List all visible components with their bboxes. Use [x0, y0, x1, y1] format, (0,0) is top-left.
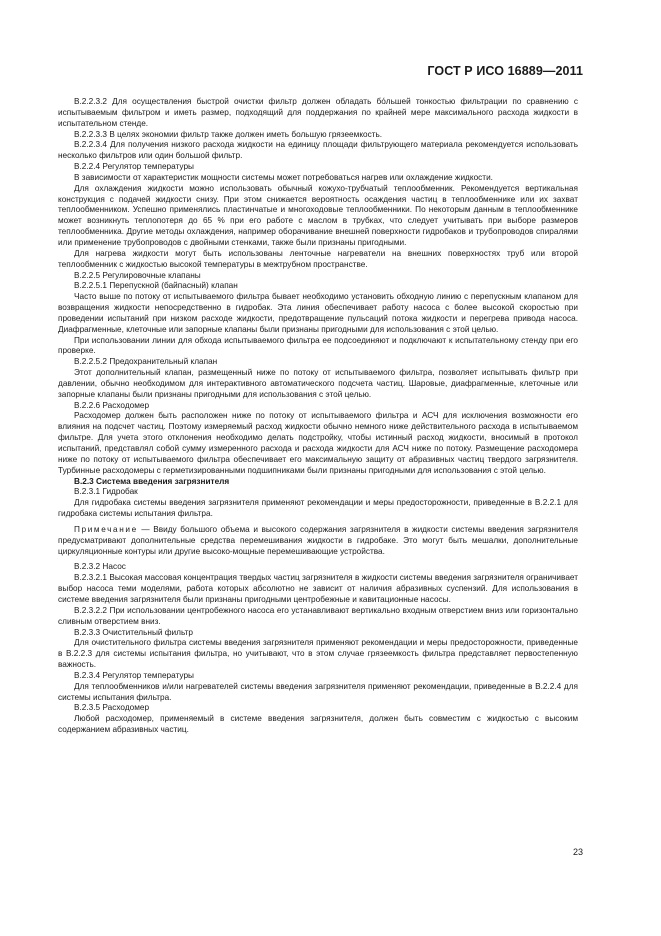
paragraph: При использовании линии для обхода испытываемого фильтра ее подсоединяют и подключают к испытательному стенду при его проверке.: [58, 335, 578, 356]
section-heading: В.2.3.4 Регулятор температуры: [74, 670, 194, 680]
paragraph: В зависимости от характеристик мощности системы может потребоваться нагрев или охлаждение жидкости.: [74, 172, 493, 182]
page-number: 23: [572, 847, 583, 857]
paragraph: Этот дополнительный клапан, размещенный ниже по потоку от испытываемого фильтра, позволяет испытывать фильтр при давлении, обычно необходимом для интерактивного автоматического подсчета частиц. Шаровые, диафрагменные, клеточные или запорные клапаны были признаны пригодными для использования с этой целью.: [58, 368, 578, 399]
paragraph: Для нагрева жидкости могут быть использованы ленточные нагреватели на внешних поверхностях труб или второй теплообменник с жидкостью высокой температуры в межтрубном пространстве.: [58, 248, 578, 269]
section-heading: В.2.2.5.2 Предохранительный клапан: [74, 357, 218, 367]
section-heading: В.2.3.5 Расходомер: [74, 703, 150, 713]
paragraph: Для теплообменников и/или нагревателей системы введения загрязнителя применяют рекомендации, приведенные в В.2.2.4 для системы испытания фильтра.: [58, 681, 578, 702]
paragraph: Расходомер должен быть расположен ниже по потоку от испытываемого фильтра и АСЧ для исключения возможности его влияния на подсчет частиц. Поэтому измеряемый расход жидкости обычно немного ниже действительного расхода в испытываемом фильтре. Для учета этого отклонения необходимо делать подстройку, чтобы истинный расход жидкости, вносимый в протокол испытаний, представлял собой сумму измеренного расхода и расхода жидкости для АСЧ ниже по потоку. Размещение расходомера ниже по потоку от испытываемого фильтра обеспечивает его максимальную защиту от абразивных частиц твердого загрязнителя. Турбинные расходомеры с герметизированными подшипниками были признаны пригодными для использования с этой целью.: [58, 411, 578, 475]
paragraph: В.2.3.2.2 При использовании центробежного насоса его устанавливают вертикально входным отверстием вниз или горизонтально сливным отверстием вниз.: [58, 605, 578, 626]
paragraph: В.2.3.2.1 Высокая массовая концентрация твердых частиц загрязнителя в жидкости системы введения загрязнителя ограничивает выбор насоса теми моделями, работа которых абсолютно не зависит от наличия абразивных суспензий. Для использования в системе введения загрязнителя были признаны пригодными центробежные и кавитационные насосы.: [58, 573, 578, 604]
paragraph: В.2.2.3.2 Для осуществления быстрой очистки фильтр должен обладать бо́льшей тонкостью фильтрации по сравнению с испытываемым фильтром и иметь размер, подходящий для поддержания по крайней мере максимального расхода жидкости в испытательном стенде.: [58, 97, 578, 128]
section-heading: В.2.3.1 Гидробак: [74, 487, 138, 497]
section-heading: В.2.2.4 Регулятор температуры: [74, 162, 194, 172]
note-text: — Ввиду большого объема и высокого содержания загрязнителя в жидкости системы введения загрязнителя предусматривают дополнительные средства перемешивания жидкости в гидробаке. Это могут быть мешалки, дополнительные циркуляционные контуры или другие высоко-мощные перемешивающие устройства.: [58, 524, 578, 556]
paragraph: Для очистительного фильтра системы введения загрязнителя применяют рекомендации и меры предосторожности, приведенные в В.2.2.3 для системы испытания фильтра, но учитывают, что в этом случае грязеемкость фильтра представляет первостепенную важность.: [58, 638, 578, 670]
paragraph: Для охлаждения жидкости можно использовать обычный кожухо-трубчатый теплообменник. Рекомендуется вертикальная конструкция с подачей жидкости снизу. При этом снижается вероятность осаждения частиц в теплообменнике или их захват теплообменником. Успешно применялись пластинчатые и многоходовые теплообменники. По некоторым данным в теплообменнике может возникнуть теплопотеря до 65 % при его работе с маслом в трубках, что следует учитывать при выборе размеров теплообменника. Другие методы охлаждения, например оборачивание внешней поверхности гидробаков и трубопроводов спиралями или применение трубопроводов с двойными стенками, также были признаны пригодными.: [58, 183, 578, 247]
section-heading: В.2.2.6 Расходомер: [74, 400, 150, 410]
paragraph: В.2.2.3.3 В целях экономии фильтр также должен иметь большую грязеемкость.: [74, 129, 383, 139]
section-heading-bold: В.2.3 Система введения загрязнителя: [74, 476, 230, 486]
document-body: [58, 97, 578, 736]
section-heading: В.2.3.3 Очистительный фильтр: [74, 627, 194, 637]
note-label: Примечание: [74, 524, 138, 534]
section-heading: В.2.2.5 Регулировочные клапаны: [74, 270, 201, 280]
paragraph: Для гидробака системы введения загрязнителя применяют рекомендации и меры предосторожности, приведенные в В.2.2.1 для гидробака системы испытания фильтра.: [58, 498, 578, 519]
section-heading: В.2.3.2 Насос: [74, 562, 126, 572]
note-paragraph: [58, 525, 578, 558]
standard-header: ГОСТ Р ИСО 16889—2011: [427, 64, 583, 78]
paragraph: Часто выше по потоку от испытываемого фильтра бывает необходимо установить обходную линию с перепускным клапаном для возвращения жидкости непосредственно в гидробак. Эта линия обеспечивает работу насоса с более высокой скоростью при проведении испытаний при низком расходе жидкости, предотвращение пульсаций потока жидкости и перегрева привода насоса. Диафрагменные, клеточные или запорные клапаны были признаны пригодными для использования с этой целью.: [58, 292, 578, 334]
paragraph: Любой расходомер, применяемый в системе введения загрязнителя, должен быть совместим с жидкостью с высоким содержанием абразивных частиц.: [58, 714, 578, 735]
section-heading: В.2.2.5.1 Перепускной (байпасный) клапан: [74, 281, 238, 291]
paragraph: В.2.2.3.4 Для получения низкого расхода жидкости на единицу площади фильтрующего материала рекомендуется использовать несколько фильтров или один большой фильтр.: [58, 140, 578, 161]
